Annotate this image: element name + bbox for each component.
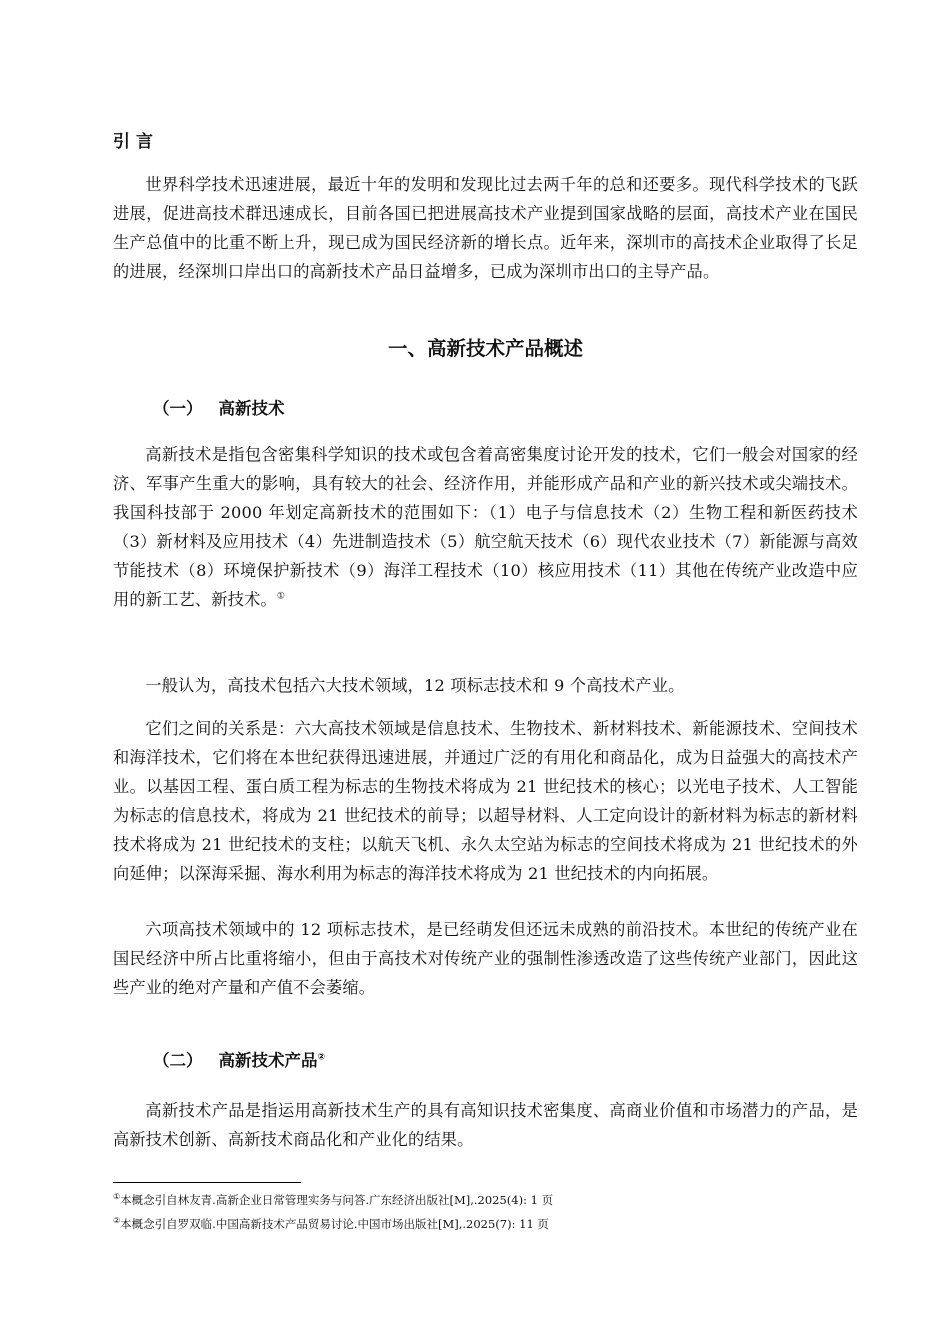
footnote-ref-1[interactable]: ① bbox=[276, 591, 286, 602]
paragraph-text: 高新技术是指包含密集科学知识的技术或包含着高密集度讨论开发的技术，它们一般会对国家的经济、军事产生重大的影响，具有较大的社会、经济作用，并能形成产品和产业的新兴技术或尖端技术。我国科技部于 2000 年划定高新技术的范围如下：（1）电子与信息技术（2）生物工程和新医药技术（3）新材料及应用技术（4）先进制造技术（5）航空航天技术（6）现代农业技术（7）新能源与高效节能技术（8）环境保护新技术（9）海洋工程技术（10）核应用技术（11）其他在传统产业改造中应用的新工艺、新技术。 bbox=[113, 445, 858, 609]
paragraph-relationships: 它们之间的关系是：六大高技术领域是信息技术、生物技术、新材料技术、新能源技术、空间技术和海洋技术，它们将在本世纪获得迅速进展，并通过广泛的有用化和商品化，成为日益强大的高技术产业。以基因工程、蛋白质工程为标志的生物技术将成为 21 世纪技术的核心；以光电子技术、人工智能为标志的信息技术，将成为 21 世纪技术的前导；以超导材料、人工定向设计的新材料为标志的新材料技术将成为 21 世纪技术的支柱；以航天飞机、永久太空站为标志的空间技术将成为 21 世纪技术的外向延伸；以深海采掘、海水利用为标志的海洋技术将成为 21 世纪技术的内向拓展。 bbox=[113, 719, 858, 883]
footnote-text: 本概念引自林友青.高新企业日常管理实务与问答.广东经济出版社[M],.2025(4): 1 页 bbox=[120, 1192, 554, 1207]
footnote-2 bbox=[113, 1213, 549, 1232]
footnote-mark: ② bbox=[113, 1216, 121, 1225]
footnote-1 bbox=[113, 1189, 553, 1208]
footnote-text: 本概念引自罗双临.中国高新技术产品贸易讨论.中国市场出版社[M],.2025(7): 11 页 bbox=[120, 1216, 549, 1231]
section-title: 一、高新技术产品概述 bbox=[387, 337, 583, 360]
subsection-number: （二） bbox=[153, 1051, 203, 1070]
footnote-ref-2[interactable]: ② bbox=[317, 1052, 326, 1063]
footnote-divider bbox=[113, 1182, 301, 1183]
subsection-title: 高新技术产品 bbox=[218, 1051, 318, 1070]
paragraph-product-definition: 高新技术产品是指运用高新技术生产的具有高知识技术密集度、高商业价值和市场潜力的产品，是高新技术创新、高新技术商品化和产业化的结果。 bbox=[113, 1101, 858, 1149]
subsection-title: 高新技术 bbox=[218, 399, 285, 418]
paragraph-hightech-definition bbox=[113, 440, 858, 614]
paragraph-six-fields: 一般认为，高技术包括六大技术领域，12 项标志技术和 9 个高技术产业。 bbox=[145, 676, 685, 695]
paragraph-frontier-tech: 六项高技术领域中的 12 项标志技术，是已经萌发但还远未成熟的前沿技术。本世纪的传统产业在国民经济中所占比重将缩小，但由于高技术对传统产业的强制性渗透改造了这些传统产业部门，因此这些产业的绝对产量和产值不会萎缩。 bbox=[113, 920, 858, 997]
subsection-number: （一） bbox=[153, 399, 203, 418]
intro-heading: 引言 bbox=[113, 132, 159, 152]
footnote-mark: ① bbox=[113, 1192, 121, 1201]
intro-paragraph: 世界科学技术迅速进展，最近十年的发明和发现比过去两千年的总和还要多。现代科学技术的飞跃进展，促进高技术群迅速成长，目前各国已把进展高技术产业提到国家战略的层面，高技术产业在国民生产总值中的比重不断上升，现已成为国民经济新的增长点。近年来，深圳市的高技术企业取得了长足的进展，经深圳口岸出口的高新技术产品日益增多，已成为深圳市出口的主导产品。 bbox=[113, 175, 858, 281]
subsection-heading-1 bbox=[153, 395, 285, 419]
subsection-heading-2 bbox=[153, 1047, 325, 1071]
